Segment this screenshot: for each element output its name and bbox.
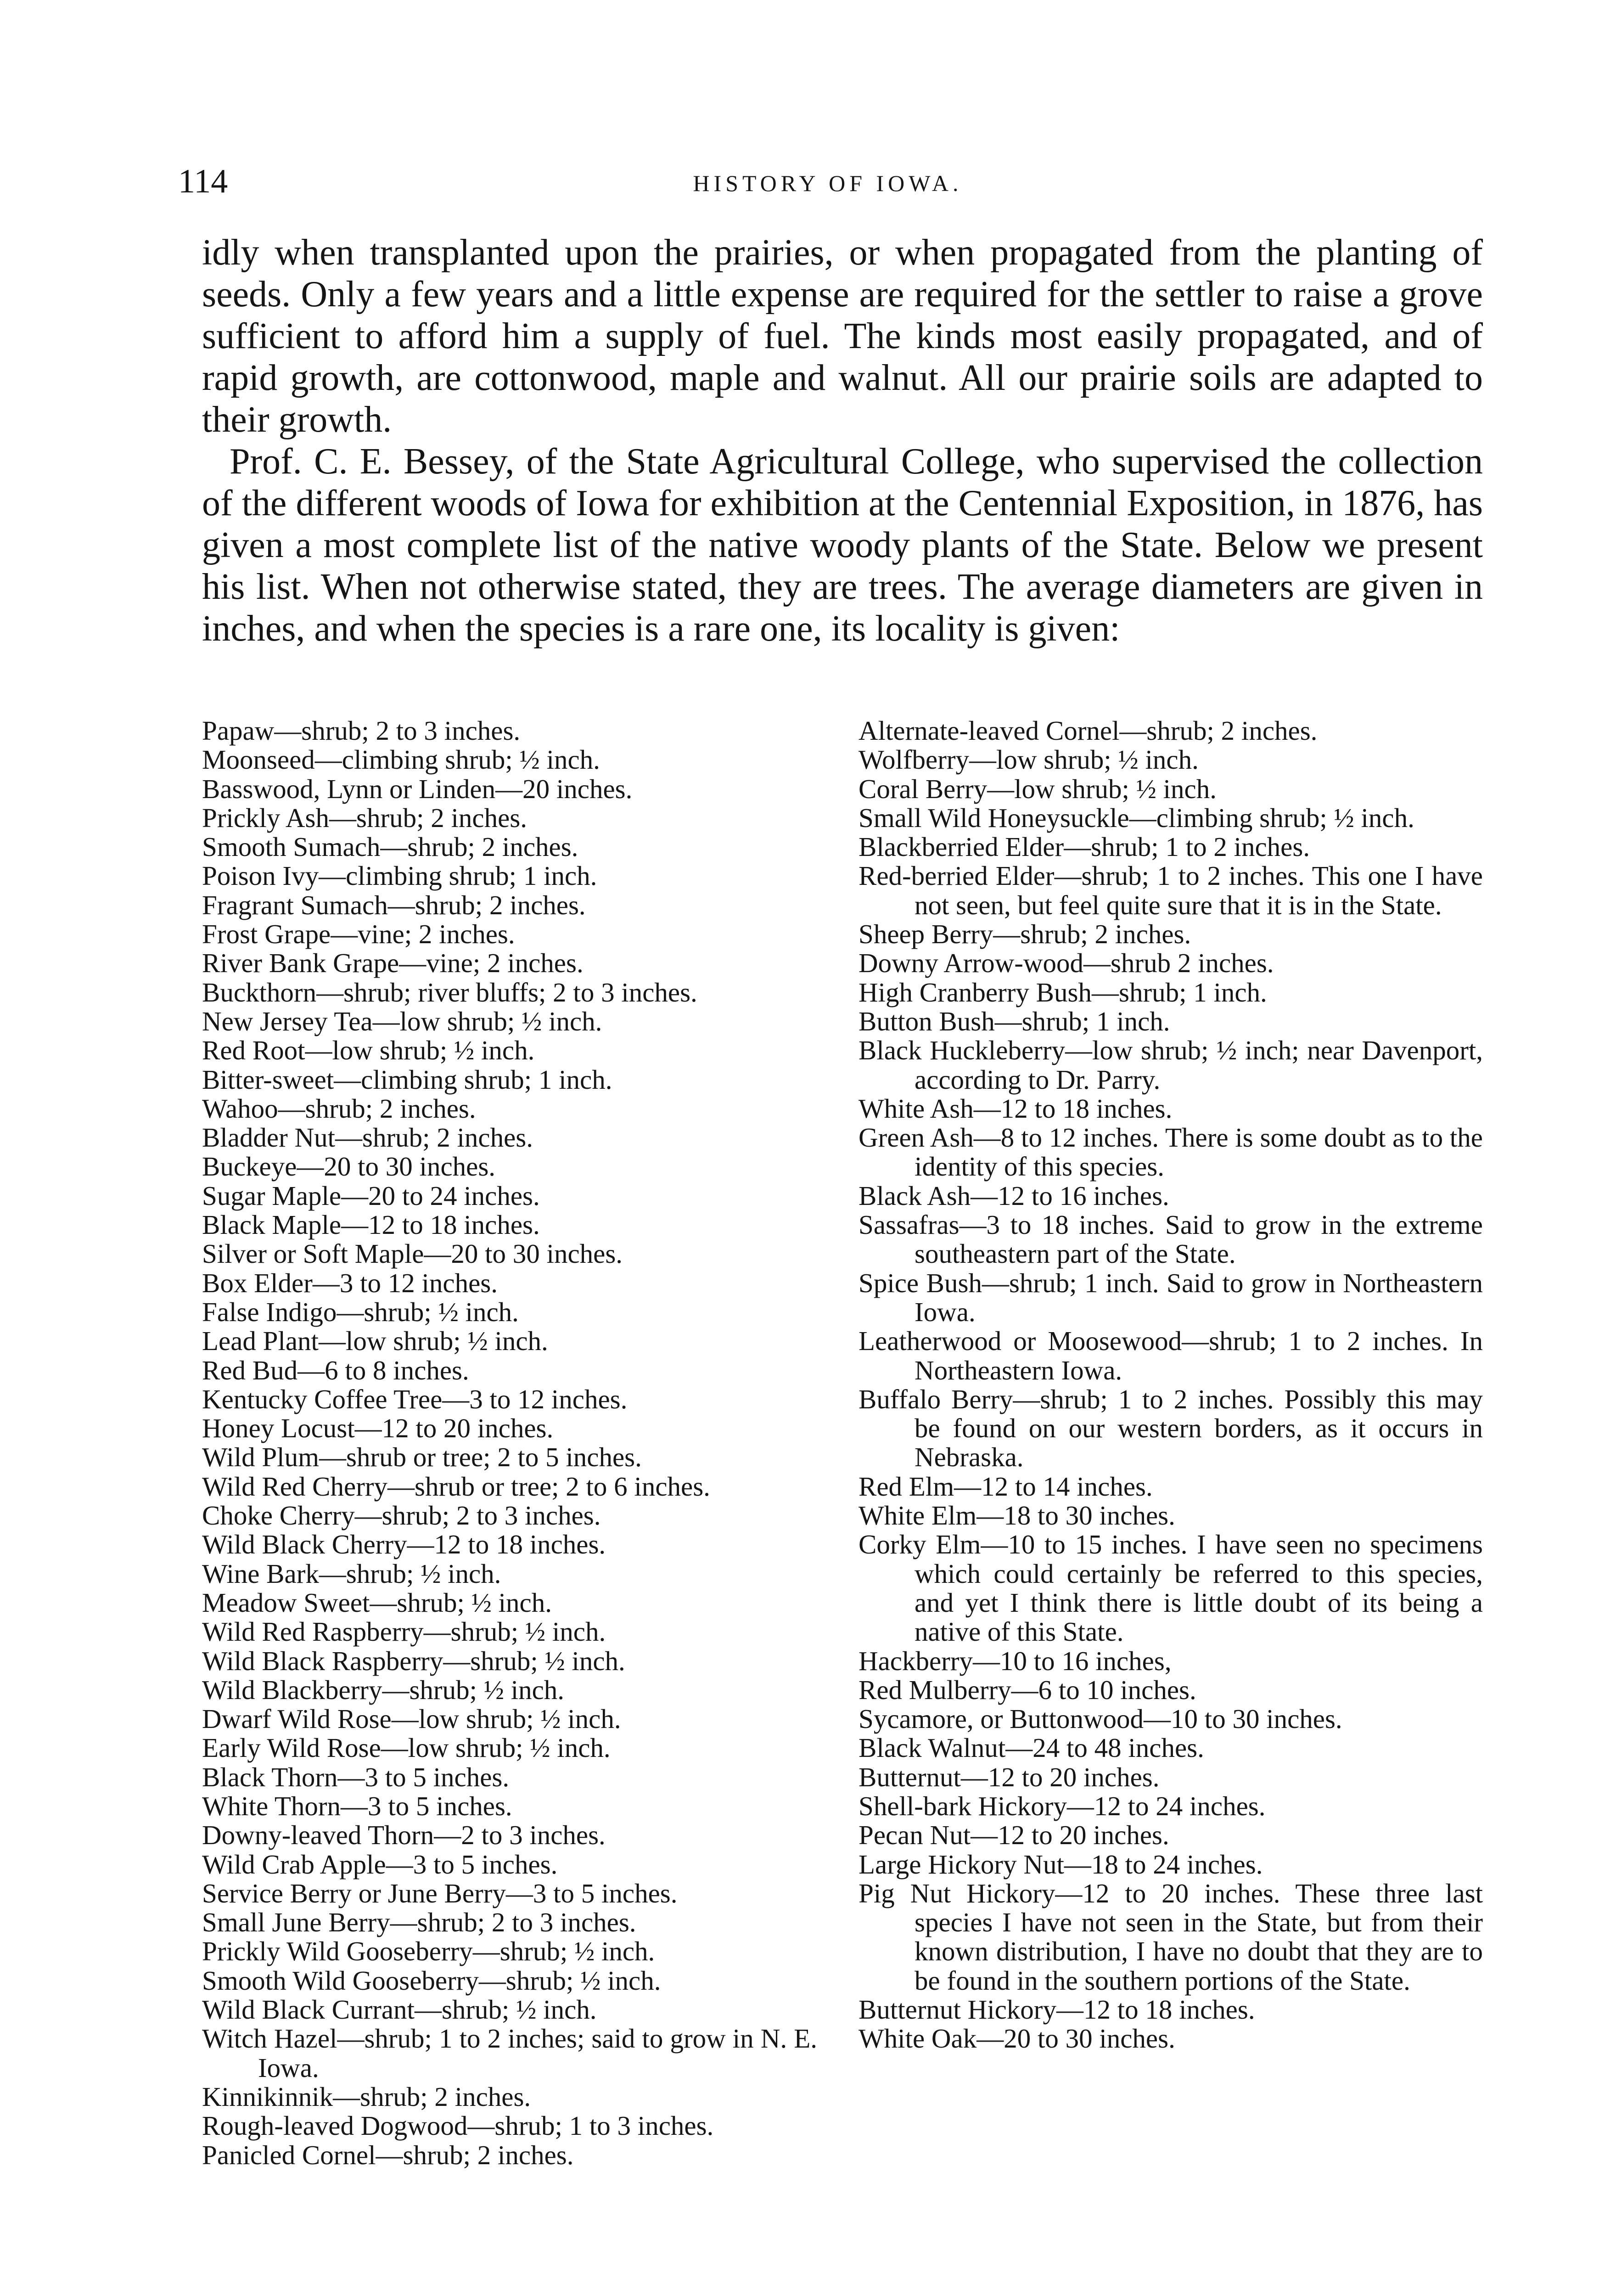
list-item: Service Berry or June Berry—3 to 5 inches. <box>202 1878 678 1908</box>
list-item: Sycamore, or Buttonwood—10 to 30 inches. <box>858 1704 1342 1734</box>
list-item: Black Walnut—24 to 48 inches. <box>858 1733 1204 1763</box>
list-item: Corky Elm—10 to 15 inches. I have seen no specimens which could certainly be referred to this species, and yet I think there is little doubt of its being a native of this State. <box>858 1529 1483 1647</box>
list-item: Meadow Sweet—shrub; ½ inch. <box>202 1587 552 1618</box>
list-item: River Bank Grape—vine; 2 inches. <box>202 948 584 979</box>
list-item: Red-berried Elder—shrub; 1 to 2 inches. This one I have not seen, but feel quite sure that it is in the State. <box>858 861 1483 920</box>
list-item: Basswood, Lynn or Linden—20 inches. <box>202 773 633 804</box>
list-item: Button Bush—shrub; 1 inch. <box>858 1006 1170 1036</box>
list-item: Frost Grape—vine; 2 inches. <box>202 919 515 950</box>
list-item: Panicled Cornel—shrub; 2 inches. <box>202 2139 574 2170</box>
list-item: Wild Red Raspberry—shrub; ½ inch. <box>202 1616 606 1647</box>
list-item: Spice Bush—shrub; 1 inch. Said to grow in Northeastern Iowa. <box>858 1267 1483 1327</box>
list-item: Kinnikinnik—shrub; 2 inches. <box>202 2081 531 2112</box>
list-item: Green Ash—8 to 12 inches. There is some doubt as to the identity of this species. <box>858 1122 1483 1182</box>
list-item: White Ash—12 to 18 inches. <box>858 1093 1173 1124</box>
list-item: Smooth Sumach—shrub; 2 inches. <box>202 832 578 862</box>
list-item: Wild Plum—shrub or tree; 2 to 5 inches. <box>202 1442 642 1473</box>
page-header <box>178 158 1477 209</box>
list-item: Coral Berry—low shrub; ½ inch. <box>858 773 1217 804</box>
list-item: Smooth Wild Gooseberry—shrub; ½ inch. <box>202 1965 661 1996</box>
list-item: Pecan Nut—12 to 20 inches. <box>858 1820 1169 1851</box>
list-item: Wild Crab Apple—3 to 5 inches. <box>202 1849 558 1880</box>
list-item: Silver or Soft Maple—20 to 30 inches. <box>202 1238 623 1269</box>
list-item: Shell-bark Hickory—12 to 24 inches. <box>858 1790 1266 1821</box>
list-item: White Oak—20 to 30 inches. <box>858 2023 1175 2054</box>
list-item: Bladder Nut—shrub; 2 inches. <box>202 1122 533 1153</box>
list-item: Black Huckleberry—low shrub; ½ inch; near Davenport, according to Dr. Parry. <box>858 1035 1483 1095</box>
list-item: Buckthorn—shrub; river bluffs; 2 to 3 inches. <box>202 977 697 1007</box>
list-item: Lead Plant—low shrub; ½ inch. <box>202 1326 548 1356</box>
list-item: White Thorn—3 to 5 inches. <box>202 1790 512 1821</box>
list-item: Rough-leaved Dogwood—shrub; 1 to 3 inches. <box>202 2110 714 2141</box>
list-item: Poison Ivy—climbing shrub; 1 inch. <box>202 861 597 891</box>
list-item: Wine Bark—shrub; ½ inch. <box>202 1558 501 1589</box>
list-item: Wahoo—shrub; 2 inches. <box>202 1093 476 1124</box>
list-item: Sugar Maple—20 to 24 inches. <box>202 1180 540 1211</box>
list-item: Fragrant Sumach—shrub; 2 inches. <box>202 889 586 920</box>
list-item: Butternut—12 to 20 inches. <box>858 1761 1160 1792</box>
list-item: Wild Black Cherry—12 to 18 inches. <box>202 1529 606 1560</box>
list-item: Moonseed—climbing shrub; ½ inch. <box>202 744 600 775</box>
list-item: Alternate-leaved Cornel—shrub; 2 inches. <box>858 715 1318 746</box>
list-item: Black Thorn—3 to 5 inches. <box>202 1761 510 1792</box>
plant-list-left-column <box>202 716 817 2170</box>
plant-list-right-column <box>858 716 1483 2054</box>
running-title: HISTORY OF IOWA. <box>693 170 963 196</box>
list-item: Red Bud—6 to 8 inches. <box>202 1355 469 1385</box>
list-item: Early Wild Rose—low shrub; ½ inch. <box>202 1733 611 1763</box>
list-item: Sassafras—3 to 18 inches. Said to grow in the extreme southeastern part of the State. <box>858 1210 1483 1269</box>
list-item: Large Hickory Nut—18 to 24 inches. <box>858 1849 1263 1880</box>
list-item: Papaw—shrub; 2 to 3 inches. <box>202 715 521 746</box>
list-item: Downy Arrow-wood—shrub 2 inches. <box>858 948 1274 979</box>
list-item: Wild Black Currant—shrub; ½ inch. <box>202 1994 597 2025</box>
intro-paragraph: Prof. C. E. Bessey, of the State Agricultural College, who supervised the collection of the different woods of Iowa for exhibition at the Centennial Exposition, in 1876, has given a most complete list of the native woody plants of the State. Below we present his list. When not otherwise stated, they are trees. The average diameters are given in inches, and when the species is a rare one, its locality is given: <box>202 441 1483 649</box>
list-item: Wild Blackberry—shrub; ½ inch. <box>202 1674 565 1705</box>
intro-text <box>202 232 1483 650</box>
list-item: Wolfberry—low shrub; ½ inch. <box>858 744 1199 775</box>
list-item: False Indigo—shrub; ½ inch. <box>202 1296 519 1327</box>
list-item: Wild Black Raspberry—shrub; ½ inch. <box>202 1645 625 1676</box>
list-item: Honey Locust—12 to 20 inches. <box>202 1413 554 1444</box>
list-item: Wild Red Cherry—shrub or tree; 2 to 6 inches. <box>202 1471 710 1502</box>
list-item: Witch Hazel—shrub; 1 to 2 inches; said to grow in N. E. Iowa. <box>202 2023 817 2083</box>
list-item: High Cranberry Bush—shrub; 1 inch. <box>858 977 1267 1007</box>
list-item: Box Elder—3 to 12 inches. <box>202 1267 498 1298</box>
list-item: Downy-leaved Thorn—2 to 3 inches. <box>202 1820 606 1851</box>
list-item: Small Wild Honeysuckle—climbing shrub; ½ inch. <box>858 802 1414 833</box>
list-item: Prickly Ash—shrub; 2 inches. <box>202 802 527 833</box>
list-item: Red Root—low shrub; ½ inch. <box>202 1035 535 1066</box>
list-item: Butternut Hickory—12 to 18 inches. <box>858 1994 1255 2025</box>
list-item: Small June Berry—shrub; 2 to 3 inches. <box>202 1907 636 1938</box>
list-item: Buckeye—20 to 30 inches. <box>202 1151 496 1182</box>
list-item: Prickly Wild Gooseberry—shrub; ½ inch. <box>202 1936 655 1967</box>
list-item: White Elm—18 to 30 inches. <box>858 1500 1175 1531</box>
list-item: Bitter-sweet—climbing shrub; 1 inch. <box>202 1064 612 1095</box>
intro-paragraph: idly when transplanted upon the prairies, or when propagated from the planting of seeds. Only a few years and a little expense are required for the settler to raise a grove sufficient to afford him a supply of fuel. The kinds most easily propagated, and of rapid growth, are cottonwood, maple and walnut. All our prairie soils are adapted to their growth. <box>202 232 1483 440</box>
list-item: Choke Cherry—shrub; 2 to 3 inches. <box>202 1500 601 1531</box>
list-item: New Jersey Tea—low shrub; ½ inch. <box>202 1006 602 1036</box>
list-item: Red Elm—12 to 14 inches. <box>858 1471 1153 1502</box>
list-item: Blackberried Elder—shrub; 1 to 2 inches. <box>858 832 1310 862</box>
list-item: Red Mulberry—6 to 10 inches. <box>858 1674 1196 1705</box>
list-item: Buffalo Berry—shrub; 1 to 2 inches. Possibly this may be found on our western borders, as it occurs in Nebraska. <box>858 1384 1483 1473</box>
page-number: 114 <box>178 163 228 200</box>
list-item: Dwarf Wild Rose—low shrub; ½ inch. <box>202 1704 621 1734</box>
list-item: Black Ash—12 to 16 inches. <box>858 1180 1169 1211</box>
list-item: Sheep Berry—shrub; 2 inches. <box>858 919 1191 950</box>
list-item: Black Maple—12 to 18 inches. <box>202 1210 540 1240</box>
list-item: Pig Nut Hickory—12 to 20 inches. These three last species I have not seen in the State, but from their known distribution, I have no doubt that they are to be found in the southern portions of the State. <box>858 1878 1483 1996</box>
list-item: Leatherwood or Moosewood—shrub; 1 to 2 inches. In Northeastern Iowa. <box>858 1326 1483 1385</box>
list-item: Kentucky Coffee Tree—3 to 12 inches. <box>202 1384 628 1414</box>
list-item: Hackberry—10 to 16 inches, <box>858 1645 1172 1676</box>
